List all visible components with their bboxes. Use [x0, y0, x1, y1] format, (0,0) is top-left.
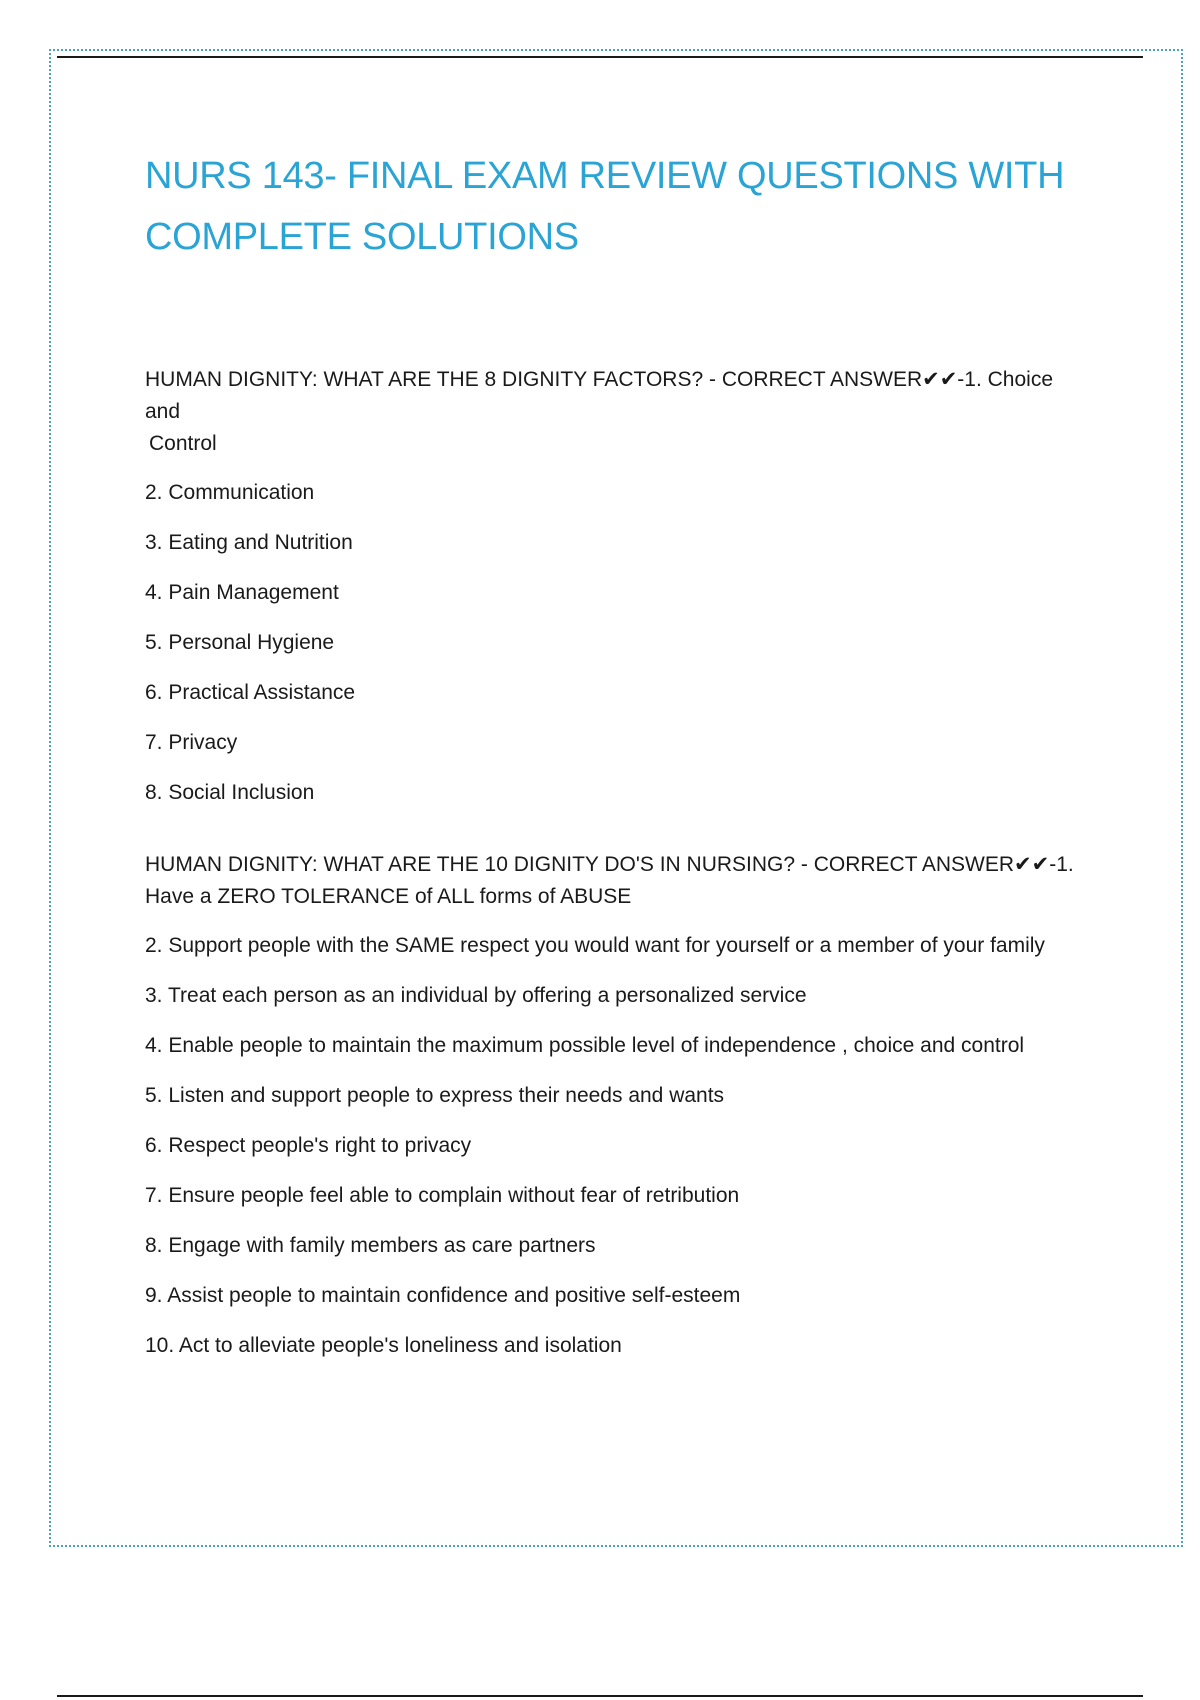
list-item: 5. Listen and support people to express their needs and wants — [145, 1084, 725, 1107]
list-item: 6. Practical Assistance — [145, 681, 356, 704]
question-paragraph — [145, 849, 1085, 913]
question-line: HUMAN DIGNITY: WHAT ARE THE 10 DIGNITY DO'S IN NURSING? - CORRECT ANSWER✔✔-1. — [145, 853, 1074, 876]
dignity-factors-section — [145, 364, 1085, 827]
list-item: 3. Eating and Nutrition — [145, 531, 353, 554]
title-line-2: COMPLETE SOLUTIONS — [145, 216, 579, 258]
list-item: 10. Act to alleviate people's loneliness and isolation — [145, 1334, 622, 1357]
list-item: 4. Pain Management — [145, 581, 339, 604]
question-paragraph — [145, 364, 1085, 460]
question-line-continued: Have a ZERO TOLERANCE of ALL forms of ABUSE — [145, 885, 632, 908]
list-item: 7. Ensure people feel able to complain without fear of retribution — [145, 1184, 740, 1207]
list-item: 9. Assist people to maintain confidence and positive self-esteem — [145, 1284, 741, 1307]
list-item: 2. Communication — [145, 481, 315, 504]
list-item: 8. Engage with family members as care partners — [145, 1234, 596, 1257]
list-item: 7. Privacy — [145, 731, 238, 754]
list-item: 3. Treat each person as an individual by offering a personalized service — [145, 984, 807, 1007]
title-line-1: NURS 143- FINAL EXAM REVIEW QUESTIONS WITH — [145, 155, 1065, 197]
document-title — [145, 146, 1105, 268]
list-item: 5. Personal Hygiene — [145, 631, 335, 654]
bottom-rule — [57, 1695, 1143, 1697]
question-line-continued: Control — [149, 432, 217, 455]
list-item: 4. Enable people to maintain the maximum possible level of independence , choice and control — [145, 1034, 1025, 1057]
list-item: 8. Social Inclusion — [145, 781, 315, 804]
list-item: 2. Support people with the SAME respect you would want for yourself or a member of your family — [145, 934, 1045, 957]
list-item: 6. Respect people's right to privacy — [145, 1134, 472, 1157]
question-line: HUMAN DIGNITY: WHAT ARE THE 8 DIGNITY FACTORS? - CORRECT ANSWER✔✔-1. Choice and — [145, 368, 1054, 423]
dignity-dos-section — [145, 849, 1085, 1380]
